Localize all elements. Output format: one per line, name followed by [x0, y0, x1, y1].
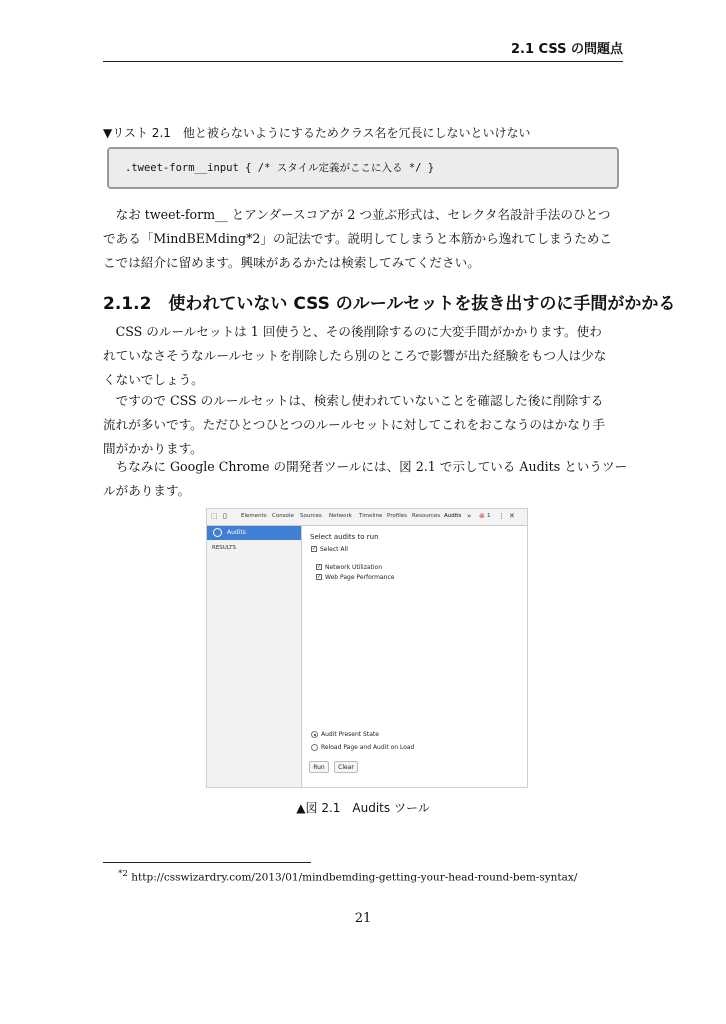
figure-caption: ▲図 2.1 Audits ツール — [296, 801, 430, 815]
tab-resources[interactable]: Resources — [412, 513, 441, 519]
inspect-icon[interactable]: ⬚ — [211, 512, 218, 520]
paragraph-line: 流れが多いです。ただひとつひとつのルールセットに対してこれをおこなうのはかなり手 — [103, 417, 605, 432]
error-count: 1 — [487, 513, 491, 519]
error-icon: ⊗ — [479, 512, 485, 520]
tab-audits[interactable]: Audits — [444, 513, 462, 519]
audits-heading: Select audits to run — [310, 533, 379, 541]
select-all-label: Select All — [320, 546, 348, 553]
reload-and-audit-radio[interactable] — [311, 744, 318, 751]
web-page-performance-label: Web Page Performance — [325, 574, 395, 581]
tab-console[interactable]: Console — [272, 513, 294, 519]
running-header: 2.1 CSS の問題点 — [510, 42, 623, 57]
tab-elements[interactable]: Elements — [241, 513, 267, 519]
footnote-url[interactable]: http://csswizardry.com/2013/01/mindbemding-getting-your-head-round-bem-syntax/ — [131, 871, 578, 884]
paragraph-line: CSS のルールセットは 1 回使うと、その後削除するのに大変手間がかかります。使わ — [103, 324, 602, 339]
sidebar-results-label: RESULTS — [212, 545, 236, 551]
sidebar-item-audits[interactable] — [207, 526, 301, 540]
web-page-performance-checkbox[interactable]: ✓ — [317, 574, 322, 580]
network-utilization-label: Network Utilization — [325, 564, 383, 571]
more-tabs-icon[interactable]: » — [467, 512, 472, 520]
device-mode-icon[interactable]: ▯ — [223, 512, 227, 520]
paragraph-line: れていなさそうなルールセットを削除したら別のところで影響が出た経験をもつ人は少な — [103, 348, 607, 363]
code-line: .tweet-form__input { /* スタイル定義がここに入る */ } — [125, 162, 435, 174]
paragraph-line: こでは紹介に留めます。興味があるかたは検索してみてください。 — [103, 255, 480, 270]
devtools-tab-bar — [207, 509, 527, 526]
listing-caption: ▼リスト 2.1 他と被らないようにするためクラス名を冗長にしないといけない — [103, 126, 531, 140]
clear-button[interactable]: Clear — [334, 761, 358, 773]
select-all-checkbox[interactable]: ✓ — [312, 546, 317, 552]
network-utilization-checkbox[interactable]: ✓ — [317, 564, 322, 570]
code-block — [107, 147, 619, 189]
footnote-rule — [103, 862, 311, 863]
paragraph-line: なお tweet-form__ とアンダースコアが 2 つ並ぶ形式は、セレクタ名設計手法のひとつ — [103, 207, 611, 222]
paragraph-line: である「MindBEMding*2」の記法です。説明してしまうと本筋から逸れてしまうためこ — [103, 231, 613, 246]
paragraph-line: ルがあります。 — [103, 483, 191, 498]
run-button[interactable]: Run — [309, 761, 329, 773]
menu-dots-icon[interactable]: ⋮ — [498, 512, 505, 520]
footnote-marker: *2 — [118, 869, 128, 879]
paragraph-ruleset-deletion — [103, 320, 606, 392]
audit-present-state-label: Audit Present State — [321, 731, 379, 738]
devtools-audits-figure — [206, 508, 528, 788]
paragraph-line: ですので CSS のルールセットは、検索し使われていないことを確認した後に削除する — [103, 393, 604, 408]
paragraph-search-before-delete — [103, 389, 605, 461]
tab-network[interactable]: Network — [329, 513, 352, 519]
close-icon[interactable]: ✕ — [509, 512, 515, 520]
paragraph-line: ちなみに Google Chrome の開発者ツールには、図 2.1 で示している Audits というツー — [103, 459, 628, 474]
tab-sources[interactable]: Sources — [300, 513, 322, 519]
header-rule — [103, 61, 623, 62]
page-number: 21 — [354, 911, 372, 926]
sidebar-item-label: Audits — [227, 529, 246, 536]
section-heading: 2.1.2 使われていない CSS のルールセットを抜き出すのに手間がかかる — [103, 294, 676, 314]
audit-present-state-radio[interactable] — [311, 731, 318, 738]
tab-timeline[interactable]: Timeline — [359, 513, 383, 519]
paragraph-mindbemding — [103, 203, 612, 275]
reload-and-audit-label: Reload Page and Audit on Load — [321, 744, 415, 751]
paragraph-line: くないでしょう。 — [103, 372, 204, 387]
paragraph-line: 間がかかります。 — [103, 441, 203, 456]
audits-sidebar — [207, 526, 302, 787]
paragraph-audits-intro — [103, 455, 627, 503]
tab-profiles[interactable]: Profiles — [387, 513, 407, 519]
audits-icon — [213, 528, 222, 537]
footnote — [118, 869, 577, 884]
